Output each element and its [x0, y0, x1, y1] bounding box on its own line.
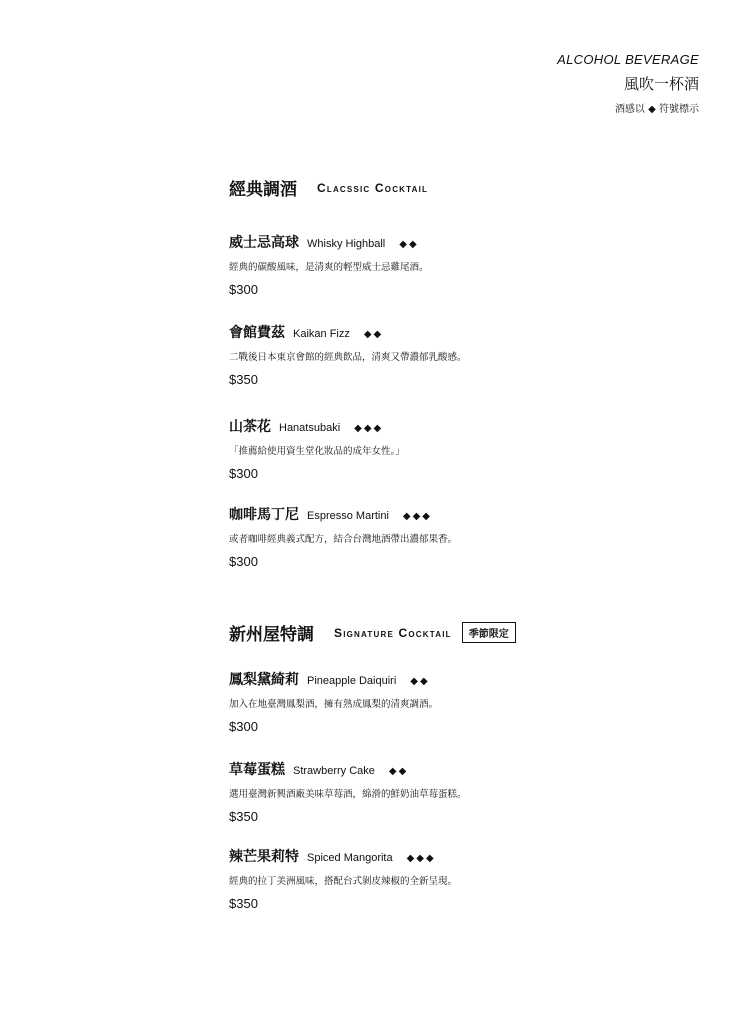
item-price: $300: [229, 282, 258, 297]
item-description: 二戰後日本東京會館的經典飲品，清爽又帶濃郁乳酸感。: [229, 352, 467, 363]
item-name-en: Hanatsubaki: [279, 422, 341, 434]
strength-note: 酒感以 ◆ 符號標示: [614, 104, 699, 115]
section-title-zh: 新州屋特調: [229, 625, 314, 645]
item-description: 選用臺灣新興酒廠美味草莓酒，綿滑的鮮奶油草莓蛋糕。: [229, 789, 467, 800]
menu-item: [229, 322, 689, 387]
strength-diamonds-icon: ◆◆: [399, 239, 419, 250]
menu-item: [229, 759, 689, 824]
section-classic-cocktail: [229, 175, 689, 569]
item-price: $350: [229, 372, 258, 387]
item-name-en: Strawberry Cake: [293, 765, 375, 777]
item-description: 經典的碳酸風味，是清爽的輕型威士忌雞尾酒。: [229, 262, 429, 273]
menu-item: [229, 232, 689, 297]
menu-item: [229, 504, 689, 569]
item-name-zh: 辣芒果莉特: [229, 849, 299, 865]
section-heading: [229, 175, 689, 200]
menu-title-zh: 風吹一杯酒: [623, 75, 699, 93]
item-description: 或者咖啡經典義式配方，結合台灣地酒帶出濃郁果香。: [229, 534, 458, 545]
item-price: $350: [229, 809, 258, 824]
strength-diamonds-icon: ◆◆◆: [354, 423, 384, 434]
item-name-zh: 會館費茲: [229, 325, 285, 341]
item-name-en: Espresso Martini: [307, 510, 389, 522]
item-price: $300: [229, 719, 258, 734]
menu-item: [229, 669, 689, 734]
strength-diamonds-icon: ◆◆◆: [402, 511, 432, 522]
item-name-zh: 鳳梨黛綺莉: [229, 672, 299, 688]
item-price: $300: [229, 554, 258, 569]
item-description: 加入在地臺灣鳳梨酒，擁有熟成鳳梨的清爽調酒。: [229, 699, 439, 710]
item-name-zh: 草莓蛋糕: [229, 762, 285, 778]
item-name-zh: 威士忌高球: [229, 235, 299, 251]
section-heading: [229, 620, 689, 645]
strength-diamonds-icon: ◆◆◆: [406, 853, 436, 864]
strength-diamonds-icon: ◆◆: [388, 766, 409, 777]
item-description: 經典的拉丁美洲風味，搭配台式剝皮辣椒的全新呈現。: [229, 876, 458, 887]
section-title-en: Signature Cocktail: [334, 625, 452, 640]
menu-title-en: ALCOHOL BEVERAGE: [557, 52, 699, 67]
strength-diamonds-icon: ◆◆: [410, 676, 430, 687]
section-signature-cocktail: [229, 620, 689, 911]
item-price: $300: [229, 466, 258, 481]
menu-item: [229, 416, 689, 481]
item-description: 「推薦給使用資生堂化妝品的成年女性。」: [229, 446, 405, 457]
strength-diamonds-icon: ◆◆: [363, 329, 384, 340]
item-name-en: Pineapple Daiquiri: [307, 675, 397, 687]
item-name-en: Spiced Mangorita: [307, 852, 393, 864]
item-name-en: Kaikan Fizz: [293, 328, 350, 340]
menu-header: [557, 52, 699, 115]
section-title-zh: 經典調酒: [229, 180, 297, 200]
item-name-zh: 山茶花: [229, 419, 271, 435]
item-name-zh: 咖啡馬丁尼: [229, 507, 299, 523]
menu-item: [229, 846, 689, 911]
item-price: $350: [229, 896, 258, 911]
item-name-en: Whisky Highball: [307, 238, 386, 250]
section-title-en: Clacssic Cocktail: [317, 180, 429, 195]
seasonal-badge: 季節限定: [462, 622, 516, 643]
